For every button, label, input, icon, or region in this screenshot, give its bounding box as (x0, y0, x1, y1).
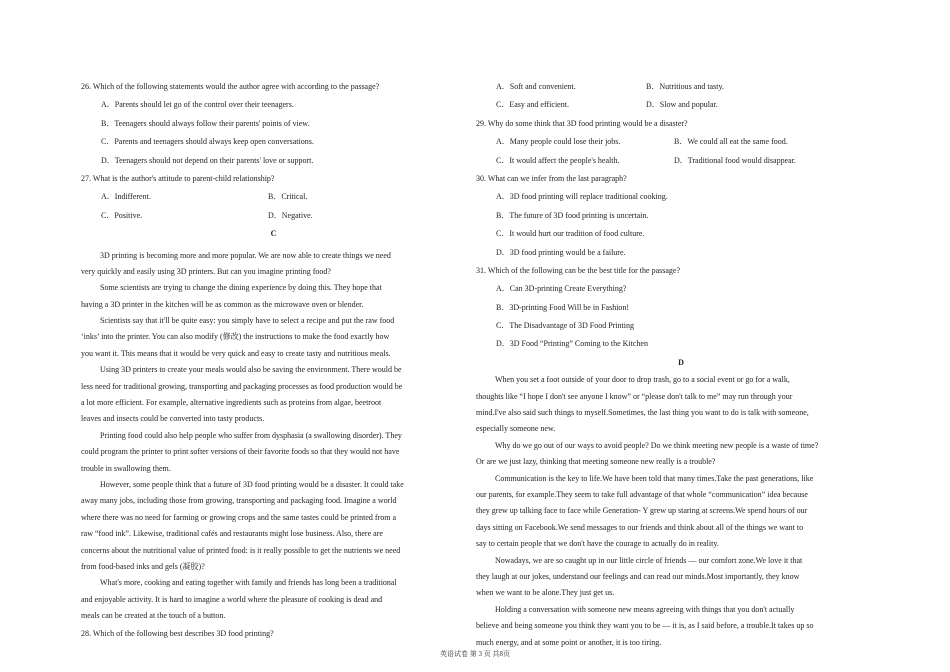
passage-d (476, 372, 886, 651)
passage-d-line: our parents, for example.They seem to take full advantage of that whole “communication” idea because (476, 489, 808, 499)
q29-options-row-1 (476, 133, 886, 151)
question-26-stem: 26. Which of the following statements would the author agree with according to the passage? (81, 82, 380, 91)
q27-option-b: B．Critical. (268, 192, 308, 202)
passage-c-line: very quickly and easily using 3D printers. But can you imagine printing food? (81, 266, 331, 276)
passage-c-line: from food-based inks and gels (凝胶)? (81, 561, 205, 571)
passage-c-line: less need for traditional growing, transporting and packaging processes as food production would be (81, 381, 403, 391)
q27-option-d: D．Negative. (268, 210, 313, 220)
passage-c-line: Some scientists are trying to change the dining experience by doing this. They hope that (100, 283, 382, 293)
passage-d-line: Nowadays, we are so caught up in our little circle of friends — our comfort zone.We love it that (495, 555, 803, 565)
question-29-stem: 29. Why do some think that 3D food printing would be a disaster? (476, 118, 688, 128)
passage-d-line: believe and being someone you think they want you to be — it is, as I said before, a trouble.It takes up so (476, 621, 814, 631)
passage-c-line: However, some people think that a future of 3D food printing would be a disaster. It could take (100, 479, 404, 489)
passage-d-line: days sitting on Facebook.We send messages to our friends and think about all of the things we want to (476, 522, 804, 532)
passage-c-line: raw “food ink”. Likewise, traditional cafés and restaurants might lose business. Also, there are (81, 529, 383, 539)
q29-option-d: D．Traditional food would disappear. (674, 155, 796, 165)
passage-d-line: Or are we just lazy, thinking that meeting someone new really is a trouble? (476, 457, 716, 467)
question-31-stem: 31. Which of the following can be the best title for the passage? (476, 265, 681, 275)
q28-options-row-2 (476, 96, 886, 114)
q30-option-d: D．3D food printing would be a failure. (496, 247, 626, 257)
section-d-heading: D (678, 357, 684, 367)
q27-option-c: C．Positive. (101, 210, 143, 220)
passage-c-line: meals can be created at the touch of a button. (81, 611, 226, 621)
passage-c-line: Scientists say that it'll be quite easy: you simply have to select a recipe and put the raw food (100, 316, 395, 326)
passage-d-line: they laugh at our jokes, understand our feelings and can read our minds.Most importantly, they know (476, 571, 800, 581)
q26-option-b: B．Teenagers should always follow their parents' points of view. (101, 118, 310, 128)
question-30-stem: 30. What can we infer from the last paragraph? (476, 173, 627, 183)
passage-d-line: When you set a foot outside of your door to drop trash, go to a social event or go for a walk, (495, 375, 790, 385)
passage-d-line: they grew up talking face to face while Generation- Y grew up staring at screens.We spend hours of our (476, 506, 808, 516)
q31-option-a: A．Can 3D-printing Create Everything? (496, 284, 627, 294)
page-footer: 英语试卷 第 3 页 共8页 (440, 650, 510, 658)
passage-d-line: Communication is the key to life.We have been told that many times.Take the past generations, like (495, 473, 814, 483)
q29-options-row-2 (476, 152, 886, 170)
passage-c-line: What's more, cooking and eating together with family and friends has long been a traditional (100, 578, 397, 588)
question-27-stem: 27. What is the author's attitude to parent-child relationship? (81, 173, 275, 183)
passage-d-line: Holding a conversation with someone new means agreeing with things that you don't actually (495, 604, 795, 614)
passage-d-line: when we want to be alone.They just get us. (476, 588, 615, 598)
passage-c-line: leaves and insects could be converted into tasty products. (81, 414, 265, 424)
passage-d-line: much energy, and at some point or another, it is too tiring. (476, 637, 662, 647)
q27-option-a: A．Indifferent. (101, 192, 151, 202)
passage-c-line: away many jobs, including those from growing, transporting and packaging food. Imagine a world (81, 496, 397, 506)
passage-c-line: 3D printing is becoming more and more popular. We are now able to create things we need (100, 250, 391, 260)
passage-c-line: ‘inks’ into the printer. You can also modify (修改) the instructions to make the food exactly how (81, 332, 390, 342)
passage-c-line: and enjoyable activity. It is hard to imagine a world where the pleasure of cooking is dead and (81, 594, 383, 604)
passage-c-line: trouble in swallowing them. (81, 463, 171, 473)
q28-option-d: D．Slow and popular. (646, 100, 718, 110)
passage-c-line: Using 3D printers to create your meals would also be saving the environment. There would be (100, 365, 402, 375)
question-28-stem: 28. Which of the following best describes 3D food printing? (81, 628, 274, 638)
q30-option-c: C．It would hurt our tradition of food culture. (496, 229, 645, 239)
q27-options-row-2 (81, 207, 466, 225)
section-c-heading: C (270, 229, 277, 239)
passage-c-line: Printing food could also help people who suffer from dysphasia (a swallowing disorder). They (100, 430, 402, 440)
q28-option-c: C．Easy and efficient. (496, 100, 569, 110)
q31-option-d: D．3D Food “Printing” Coming to the Kitchen (496, 339, 648, 349)
left-column (81, 78, 466, 643)
q28-option-b: B．Nutritious and tasty. (646, 82, 724, 91)
q31-option-c: C．The Disadvantage of 3D Food Printing (496, 321, 634, 331)
q29-option-a: A．Many people could lose their jobs. (496, 137, 621, 147)
q28-options-row-1 (476, 78, 886, 96)
q31-option-b: B．3D-printing Food Will be in Fashion! (496, 302, 630, 312)
passage-c-line: concerns about the nutritional value of printed food: is it really possible to get the nutrients we need (81, 545, 401, 555)
q30-option-a: A．3D food printing will replace traditional cooking. (496, 192, 668, 202)
q30-option-b: B．The future of 3D food printing is uncertain. (496, 210, 649, 220)
passage-d-line: say to certain people that we don't have the courage to actually do in reality. (476, 539, 719, 549)
passage-c (81, 248, 466, 625)
passage-c-line: having a 3D printer in the kitchen will be as common as the microwave oven or blender. (81, 299, 364, 309)
passage-d-line: Why do we go out of our ways to avoid people? Do we think meeting new people is a waste of time? (495, 440, 819, 450)
passage-c-line: where there was no need for farming or growing crops and the same tastes could be printed from a (81, 512, 397, 522)
passage-d-line: especially someone new. (476, 424, 556, 434)
passage-d-line: mind.I've also said such things to myself.Sometimes, the last thing you want to do is talk with someone, (476, 408, 809, 418)
q26-option-d: D．Teenagers should not depend on their parents' love or support. (101, 155, 314, 165)
q26-option-c: C．Parents and teenagers should always keep open conversations. (101, 137, 314, 147)
passage-c-line: you want it. This means that it would be very quick and easy to create tasty and nutritious meals. (81, 348, 391, 358)
right-column (476, 78, 886, 651)
q27-options-row-1 (81, 188, 466, 206)
passage-c-line: a lot more efficient. For example, alternative ingredients such as proteins from algae, beetroot (81, 398, 382, 408)
passage-c-line: could program the printer to print softer versions of their favorite foods so that they would not have (81, 447, 400, 457)
q28-option-a: A．Soft and convenient. (496, 82, 576, 91)
q26-option-a: A．Parents should let go of the control over their teenagers. (101, 100, 294, 110)
q29-option-c: C．It would affect the people's health. (496, 155, 620, 165)
passage-d-line: thoughts like “I hope I don't see anyone I know” or “please don't talk to me” may run through your (476, 391, 793, 401)
q29-option-b: B．We could all eat the same food. (674, 137, 788, 147)
